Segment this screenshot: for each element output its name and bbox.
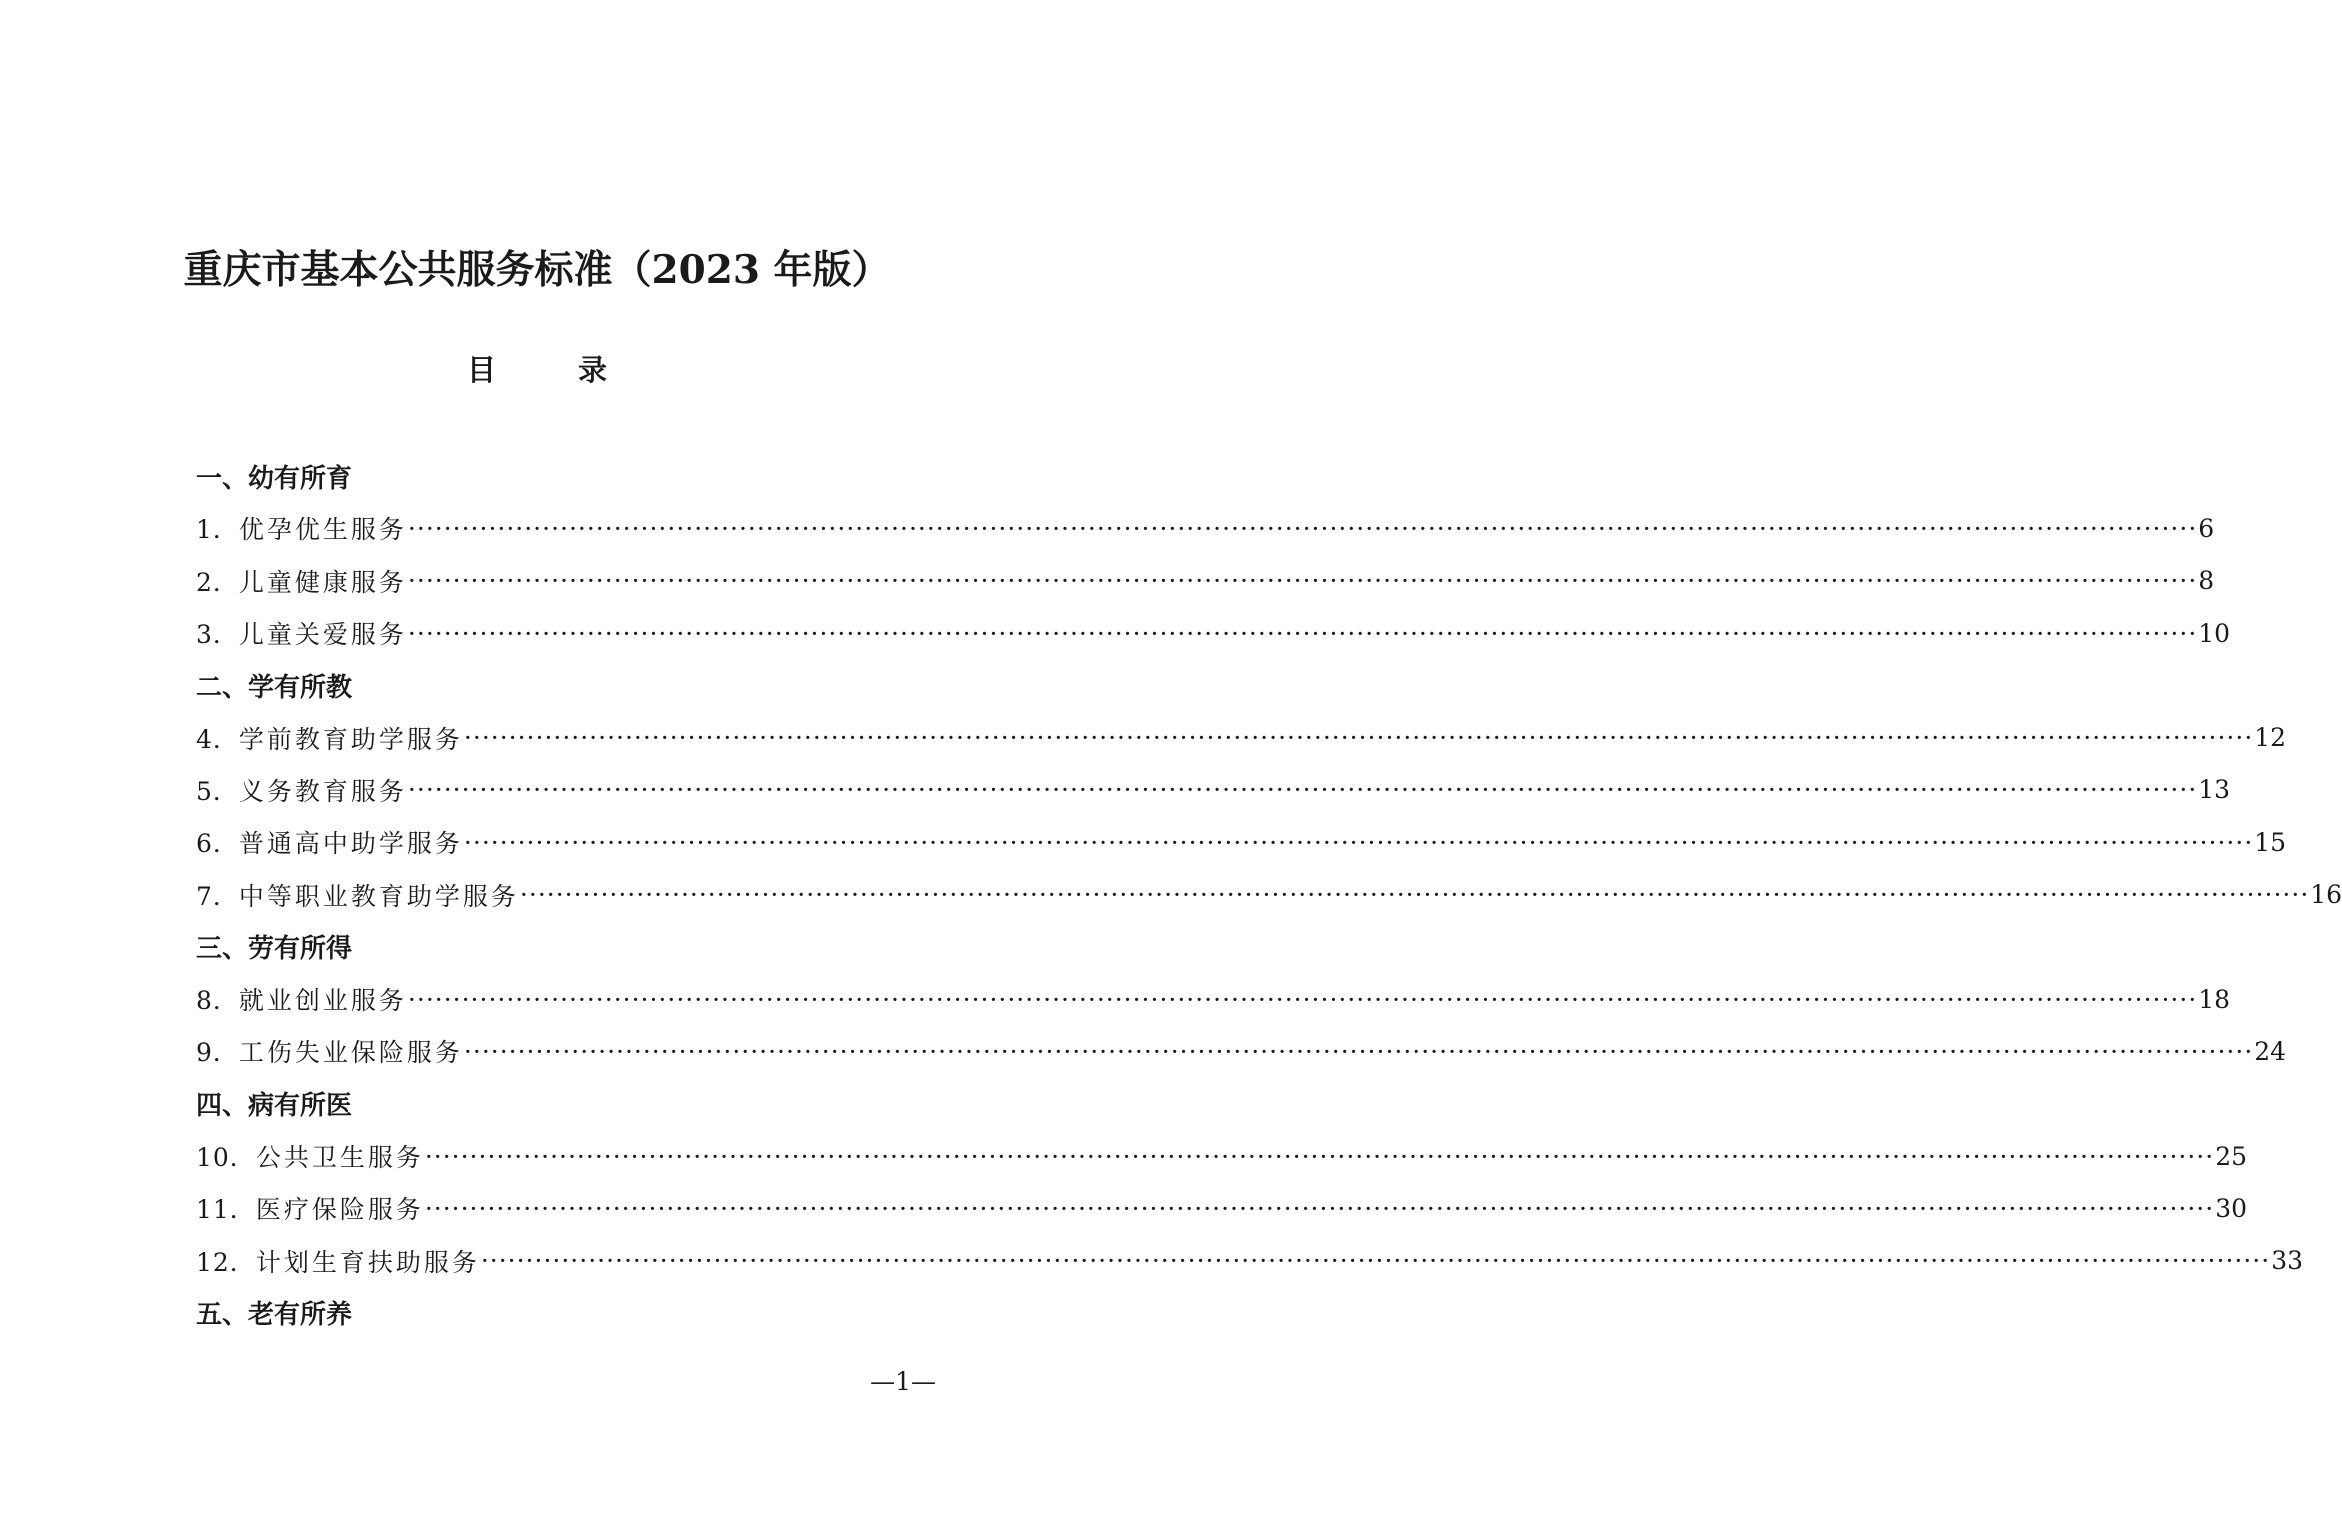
toc-entry-page: 30 (2215, 1193, 2247, 1223)
dot-leader: ········································································································································································································ (407, 775, 2198, 805)
toc-entry-label: 公共卫生服务 (255, 1143, 424, 1172)
toc-section-label: 五、老有所养 (196, 1300, 353, 1331)
toc-entry-label: 工伤失业保险服务 (238, 1038, 463, 1068)
toc-entry-3[interactable] (196, 607, 2231, 659)
toc-section-4[interactable] (196, 1078, 940, 1130)
toc-entry-page: 15 (2254, 827, 2287, 857)
toc-entry-page: 18 (2198, 984, 2231, 1014)
toc-entry-number: 7． (196, 881, 239, 911)
toc-entry-1[interactable] (196, 502, 2215, 554)
toc-entry-number: 10． (196, 1143, 256, 1172)
dot-leader: ········································································································································································································ (519, 880, 2310, 910)
toc-section-3[interactable] (196, 921, 940, 973)
document-title: 重庆市基本公共服务标准（2023 年版） (183, 247, 891, 293)
toc-entry-9[interactable] (196, 1025, 2287, 1077)
toc-entry-page: 33 (2271, 1246, 2303, 1276)
toc-entry-5[interactable] (196, 764, 2231, 816)
toc-section-label: 三、劳有所得 (196, 934, 353, 965)
toc-entry-number: 8． (196, 986, 239, 1016)
toc-section-label: 一、幼有所育 (196, 463, 353, 494)
toc-entry-label: 计划生育扶助服务 (255, 1247, 480, 1277)
toc-entry-page: 25 (2215, 1141, 2247, 1171)
dot-leader: ········································································································································································································ (407, 984, 2198, 1014)
toc-entry-number: 3． (196, 620, 239, 650)
toc-entry-10[interactable] (196, 1130, 2247, 1182)
toc-entry-11[interactable] (196, 1182, 2247, 1234)
toc-entry-number: 9． (196, 1038, 239, 1068)
toc-entry-page: 16 (2310, 880, 2342, 910)
dot-leader: ········································································································································································································ (407, 566, 2198, 596)
toc-section-label: 二、学有所教 (196, 672, 353, 703)
toc-entry-label: 学前教育助学服务 (238, 724, 463, 754)
toc-entry-page: 10 (2198, 618, 2231, 648)
page-number: —1— (870, 1367, 936, 1396)
toc-entry-number: 12． (196, 1247, 256, 1277)
toc-entry-2[interactable] (196, 555, 2215, 607)
toc-entry-7[interactable] (196, 868, 2342, 920)
toc-entry-label: 优孕优生服务 (238, 515, 407, 545)
toc-entry-6[interactable] (196, 816, 2287, 868)
table-of-contents (196, 450, 2342, 1339)
toc-heading: 目 录 (466, 353, 644, 387)
toc-section-5[interactable] (196, 1287, 940, 1339)
toc-entry-label: 儿童健康服务 (238, 567, 407, 597)
toc-entry-4[interactable] (196, 711, 2287, 763)
toc-entry-page: 8 (2198, 566, 2215, 596)
toc-entry-12[interactable] (196, 1234, 2303, 1286)
dot-leader: ········································································································································································································ (480, 1246, 2271, 1276)
toc-entry-page: 12 (2254, 723, 2287, 753)
dot-leader: ········································································································································································································ (407, 618, 2198, 648)
toc-entry-number: 1． (196, 515, 239, 545)
toc-entry-page: 6 (2198, 513, 2215, 543)
toc-entry-number: 2． (196, 567, 239, 597)
toc-entry-label: 普通高中助学服务 (238, 829, 463, 859)
toc-entry-number: 5． (196, 776, 239, 806)
dot-leader: ········································································································································································································ (424, 1141, 2215, 1171)
dot-leader: ········································································································································································································ (463, 827, 2254, 857)
toc-section-1[interactable] (196, 450, 940, 502)
toc-entry-label: 中等职业教育助学服务 (238, 881, 519, 911)
toc-section-label: 四、病有所医 (196, 1091, 353, 1122)
toc-entry-page: 13 (2198, 775, 2231, 805)
toc-entry-number: 11． (196, 1195, 256, 1225)
dot-leader: ········································································································································································································ (463, 1036, 2254, 1066)
dot-leader: ········································································································································································································ (424, 1193, 2215, 1223)
dot-leader: ········································································································································································································ (407, 513, 2198, 543)
toc-entry-label: 儿童关爱服务 (238, 620, 407, 650)
toc-entry-label: 就业创业服务 (238, 986, 407, 1016)
dot-leader: ········································································································································································································ (463, 723, 2254, 753)
toc-entry-label: 医疗保险服务 (255, 1195, 424, 1225)
toc-entry-page: 24 (2254, 1036, 2287, 1066)
toc-section-2[interactable] (196, 659, 940, 711)
toc-entry-8[interactable] (196, 973, 2231, 1025)
toc-entry-number: 4． (196, 724, 239, 754)
toc-entry-label: 义务教育服务 (238, 776, 407, 806)
toc-entry-number: 6． (196, 829, 239, 859)
